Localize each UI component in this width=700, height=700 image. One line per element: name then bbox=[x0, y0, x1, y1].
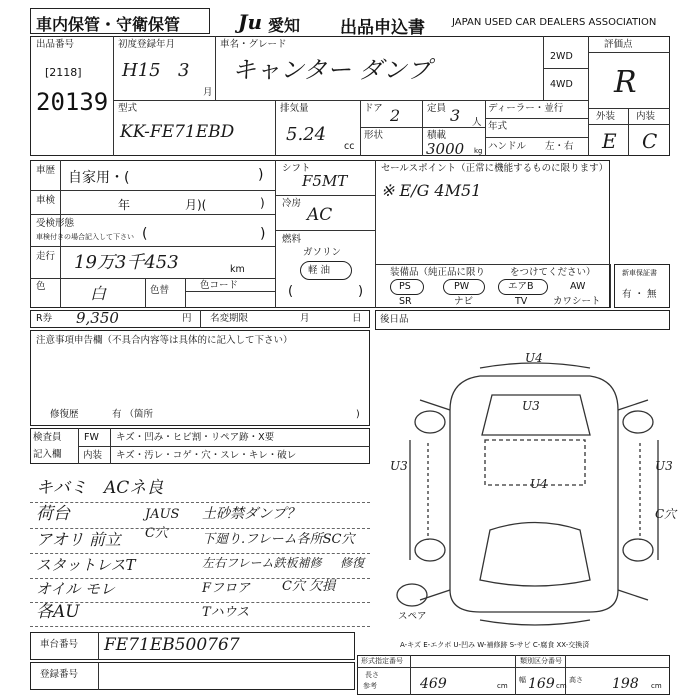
history-close: ) bbox=[258, 167, 264, 183]
color-value: 白 bbox=[90, 284, 107, 303]
equip-tv: TV bbox=[515, 296, 528, 307]
inspection-month: 月)( bbox=[185, 198, 207, 212]
org-name: 愛知 bbox=[268, 16, 301, 35]
sales-point-label: セールスポイント（正常に機能するものに限ります） bbox=[381, 163, 609, 174]
capacity-value: 3 bbox=[450, 106, 461, 125]
equip-pw: PW bbox=[454, 281, 470, 292]
displacement-label: 排気量 bbox=[280, 103, 309, 114]
displacement-unit: cc bbox=[344, 141, 355, 152]
aircon-value: AC bbox=[307, 205, 333, 225]
dealer-label: ディーラー・並行 bbox=[488, 103, 564, 114]
chassis-value: FE71EB500767 bbox=[104, 635, 240, 655]
inspection-close: ) bbox=[260, 196, 265, 210]
capacity-unit: 人 bbox=[472, 117, 482, 128]
type-value: KK-FE71EBD bbox=[120, 122, 235, 142]
inspector-label-2: 記入欄 bbox=[33, 449, 62, 460]
acceptance-label: 受検形態 bbox=[36, 218, 75, 229]
width-unit: cm bbox=[556, 682, 567, 690]
ju-logo: Ju bbox=[238, 10, 263, 34]
association-name: JAPAN USED CAR DEALERS ASSOCIATION bbox=[452, 17, 657, 28]
displacement-value: 5.24 bbox=[286, 124, 327, 145]
year-type-label: 年式 bbox=[488, 121, 508, 132]
color-code-label: 色コード bbox=[200, 280, 239, 291]
equipment-label: 装備品（純正品に限り bbox=[390, 267, 486, 278]
remark-right-1: JAUS bbox=[145, 507, 180, 522]
interior-grade: C bbox=[642, 129, 658, 153]
remark-right-2: C穴 bbox=[145, 526, 168, 541]
type-number-label: 形式指定番号 bbox=[361, 657, 403, 665]
color-label: 色 bbox=[36, 281, 46, 292]
mileage-value: 19万3千453 bbox=[74, 252, 179, 273]
load-label: 積載 bbox=[427, 130, 447, 141]
handle-options: 左・右 bbox=[545, 141, 574, 152]
fuel-gas: ガソリン bbox=[303, 247, 342, 258]
diagram-mark-1: U4 bbox=[525, 351, 543, 365]
name-change-month: 月 bbox=[300, 313, 310, 324]
remark-right-8: C穴 欠損 bbox=[282, 579, 336, 594]
mileage-label: 走行 bbox=[36, 251, 56, 262]
repair-label: 修復歴 bbox=[50, 409, 79, 420]
exterior-label: 外装 bbox=[596, 111, 616, 122]
lot-number: 20139 bbox=[36, 88, 109, 116]
remark-right-3: 土砂禁ダンプ？ bbox=[202, 506, 301, 522]
diagram-mark-4: U3 bbox=[390, 459, 408, 473]
remark-5: オイル モレ bbox=[36, 580, 116, 598]
aircon-label: 冷房 bbox=[282, 198, 302, 209]
inspector-row1: キズ・凹み・ヒビ割・リペア跡・X要 bbox=[116, 432, 275, 443]
type-label: 型式 bbox=[118, 103, 138, 114]
name-change-label: 名変期限 bbox=[210, 313, 249, 324]
shift-label: シフト bbox=[282, 163, 311, 174]
inspector-row2-tag: 内装 bbox=[83, 450, 103, 461]
inspection-year: 年 bbox=[118, 198, 131, 212]
equip-ps: PS bbox=[399, 281, 411, 292]
lot-label: 出品番号 bbox=[36, 39, 75, 50]
remark-right-7: Fフロア bbox=[202, 581, 251, 596]
width-label: 幅 bbox=[519, 676, 526, 684]
length-unit: cm bbox=[497, 682, 508, 690]
fuel-diesel: 軽 油 bbox=[308, 265, 331, 276]
notes-label: 注意事項申告欄（不具合内容等は具体的に記入して下さい） bbox=[36, 335, 293, 346]
diagram-mark-2: U3 bbox=[522, 399, 540, 413]
recycle-value: 9,350 bbox=[76, 309, 119, 327]
model-value: キャンター ダンプ bbox=[232, 56, 431, 84]
lot-sub: [2118] bbox=[45, 66, 82, 79]
equip-navi: ナビ bbox=[454, 296, 474, 307]
rear-box bbox=[375, 310, 670, 330]
title-left: 車内保管・守衛保管 bbox=[36, 15, 181, 34]
damage-legend: A-キズ E-エクボ U-凹み W-補修跡 S-サビ C-腐食 XX-交換済 bbox=[400, 641, 590, 649]
handle-label: ハンドル bbox=[488, 141, 527, 152]
doors-label: ドア bbox=[364, 103, 383, 114]
fuel-close: ) bbox=[358, 284, 364, 299]
registration-box bbox=[30, 662, 355, 690]
drive-4wd: 4WD bbox=[550, 79, 573, 90]
equip-seat: カワシート bbox=[553, 296, 601, 307]
diagram-mark-5: U3 bbox=[655, 459, 673, 473]
chassis-label: 車台番号 bbox=[40, 639, 79, 650]
repair-value: 有 （箇所 bbox=[112, 409, 154, 420]
color-change-label: 色替 bbox=[150, 285, 170, 296]
remark-2: 荷台 bbox=[36, 504, 70, 524]
interior-label: 内装 bbox=[636, 111, 656, 122]
recycle-label: R券 bbox=[36, 313, 53, 324]
ref-label: 参考 bbox=[363, 682, 377, 690]
spare-label: スペア bbox=[398, 611, 427, 622]
shape-label: 形状 bbox=[364, 130, 384, 141]
first-reg-unit: 月 bbox=[203, 87, 213, 98]
mileage-unit: km bbox=[230, 264, 245, 275]
width-value: 169 bbox=[528, 676, 555, 692]
name-change-day: 日 bbox=[352, 313, 362, 324]
grade-label: 評価点 bbox=[604, 39, 633, 50]
model-label: 車名・グレード bbox=[220, 39, 287, 50]
remark-1: キバミ ACネ良 bbox=[36, 478, 164, 498]
remark-3: アオリ 前立 bbox=[36, 530, 121, 549]
shift-value: F5MT bbox=[302, 172, 348, 190]
warranty-label: 新車保証書 bbox=[622, 269, 657, 277]
warranty-value: 有 ・ 無 bbox=[622, 289, 657, 300]
repair-close: ) bbox=[356, 409, 360, 420]
acceptance-note: 車検付きの場合記入して下さい bbox=[36, 233, 134, 241]
length-value: 469 bbox=[420, 676, 447, 692]
exterior-grade: E bbox=[602, 129, 617, 153]
equip-airbag: エアB bbox=[508, 281, 534, 292]
fuel-paren: ( bbox=[288, 284, 294, 299]
first-reg-label: 初度登録年月 bbox=[118, 39, 176, 50]
equip-aw: AW bbox=[570, 281, 586, 292]
drive-2wd: 2WD bbox=[550, 51, 573, 62]
length-label: 長さ bbox=[365, 671, 379, 679]
first-reg-year: H15 bbox=[122, 60, 161, 81]
inspector-row2: キズ・汚レ・コゲ・穴・スレ・キレ・破レ bbox=[116, 450, 297, 461]
grade-value: R bbox=[614, 65, 637, 100]
height-label: 高さ bbox=[569, 676, 583, 684]
rear-label: 後日品 bbox=[380, 314, 409, 325]
remark-right-6: 修復 bbox=[340, 556, 365, 570]
remark-4: スタットレスT bbox=[36, 556, 136, 574]
remark-right-5: 左右フレーム鉄板補修 bbox=[202, 556, 322, 570]
remark-right-4: 下廻り.フレーム各所SC穴 bbox=[202, 532, 355, 547]
registration-label: 登録番号 bbox=[40, 669, 79, 680]
inspection-label: 車検 bbox=[36, 195, 56, 206]
fuel-label: 燃料 bbox=[282, 234, 302, 245]
acceptance-close: ) bbox=[260, 226, 266, 242]
inspector-row1-tag: FW bbox=[84, 432, 99, 443]
equipment-label-2: をつけてください） bbox=[510, 267, 596, 278]
class-number-label: 類別区分番号 bbox=[520, 657, 562, 665]
acceptance-paren: ( bbox=[142, 226, 148, 242]
sales-point-value: ※ E/G 4M51 bbox=[381, 181, 482, 200]
diagram-mark-6: C穴 bbox=[655, 507, 677, 521]
height-value: 198 bbox=[612, 676, 639, 692]
load-unit: kg bbox=[474, 147, 483, 155]
inspector-label-1: 検査員 bbox=[33, 432, 62, 443]
first-reg-month: 3 bbox=[178, 60, 190, 81]
history-value: 自家用・( bbox=[68, 170, 130, 186]
form-title: 出品申込書 bbox=[340, 18, 425, 38]
remark-6: 各AU bbox=[36, 602, 80, 622]
remark-right-9: Tハウス bbox=[202, 605, 250, 620]
doors-value: 2 bbox=[390, 106, 401, 125]
recycle-unit: 円 bbox=[182, 313, 192, 324]
height-unit: cm bbox=[651, 682, 662, 690]
equip-sr: SR bbox=[399, 296, 412, 307]
load-value: 3000 bbox=[426, 140, 465, 158]
capacity-label: 定員 bbox=[427, 103, 447, 114]
diagram-mark-3: U4 bbox=[530, 477, 548, 491]
history-label: 車歴 bbox=[36, 165, 56, 176]
